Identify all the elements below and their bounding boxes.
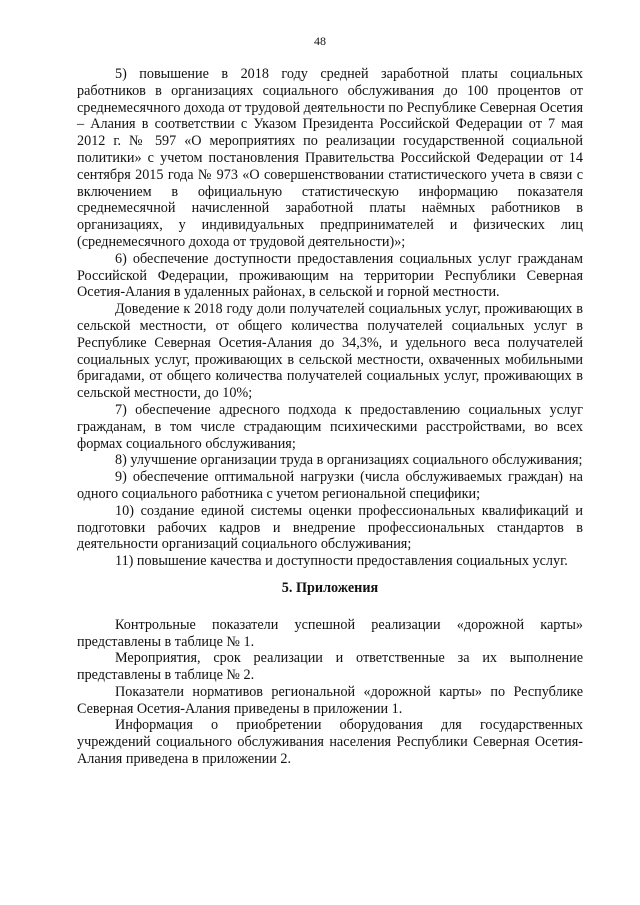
paragraph-appendix-table-1: Контрольные показатели успешной реализации «дорожной карты» представлены в таблице № 1.	[77, 616, 583, 650]
paragraph-item-11: 11) повышение качества и доступности предоставления социальных услуг.	[115, 553, 568, 570]
paragraph-item-10: 10) создание единой системы оценки профессиональных квалификаций и подготовки рабочих кадров и внедрение профессиональных стандартов в деятельности организаций социального обслуживания;	[77, 502, 583, 553]
paragraph-rural-share: Доведение к 2018 году доли получателей социальных услуг, проживающих в сельской местности, от общего количества получателей социальных услуг в Республике Северная Осетия-Алания до 34,3%, и удельного веса получателей социальных услуг, проживающих в сельской местности, охваченных мобильными бригадами, от общего количества получателей социальных услуг, проживающих в сельской местности, до 10%;	[77, 301, 583, 402]
paragraph-item-7: 7) обеспечение адресного подхода к предоставлению социальных услуг гражданам, в том числе страдающим психическими расстройствами, во всех формах социального обслуживания;	[77, 401, 583, 452]
paragraph-appendix-table-2: Мероприятия, срок реализации и ответственные за их выполнение представлены в таблице № 2.	[77, 650, 583, 684]
paragraph-item-6: 6) обеспечение доступности предоставления социальных услуг гражданам Российской Федерации, проживающим на территории Республики Северная Осетия-Алания в удаленных районах, в сельской и горной местности.	[77, 250, 583, 301]
section-heading: 5. Приложения	[281, 579, 379, 596]
document-body	[77, 66, 583, 768]
paragraph-appendix-1: Показатели нормативов региональной «дорожной карты» по Республике Северная Осетия-Алания приведены в приложении 1.	[77, 683, 583, 717]
paragraph-item-8: 8) улучшение организации труда в организациях социального обслуживания;	[115, 452, 583, 469]
paragraph-item-9: 9) обеспечение оптимальной нагрузки (числа обслуживаемых граждан) на одного социального работника с учетом региональной специфики;	[77, 469, 583, 502]
paragraph-item-5: 5) повышение в 2018 году средней заработной платы социальных работников в организациях социального обслуживания до 100 процентов от среднемесячного дохода от трудовой деятельности по Республике Северная Осетия – Алания в соответствии с Указом Президента Российской Федерации от 7 мая 2012 г. № 597 «О мероприятиях по реализации государственной социальной политики» с учетом постановления Правительства Российской Федерации от 14 сентября 2015 года № 973 «О совершенствовании статистического учета в связи с включением в официальную статистическую информацию показателя среднемесячной начисленной заработной платы наёмных работников в организациях, у индивидуальных предпринимателей и физических лиц (среднемесячного дохода от трудовой деятельности)»;	[77, 66, 583, 250]
page-number: 48	[314, 34, 326, 48]
paragraph-appendix-2: Информация о приобретении оборудования для государственных учреждений социального обслуживания населения Республики Северная Осетия-Алания приведена в приложении 2.	[77, 717, 583, 768]
